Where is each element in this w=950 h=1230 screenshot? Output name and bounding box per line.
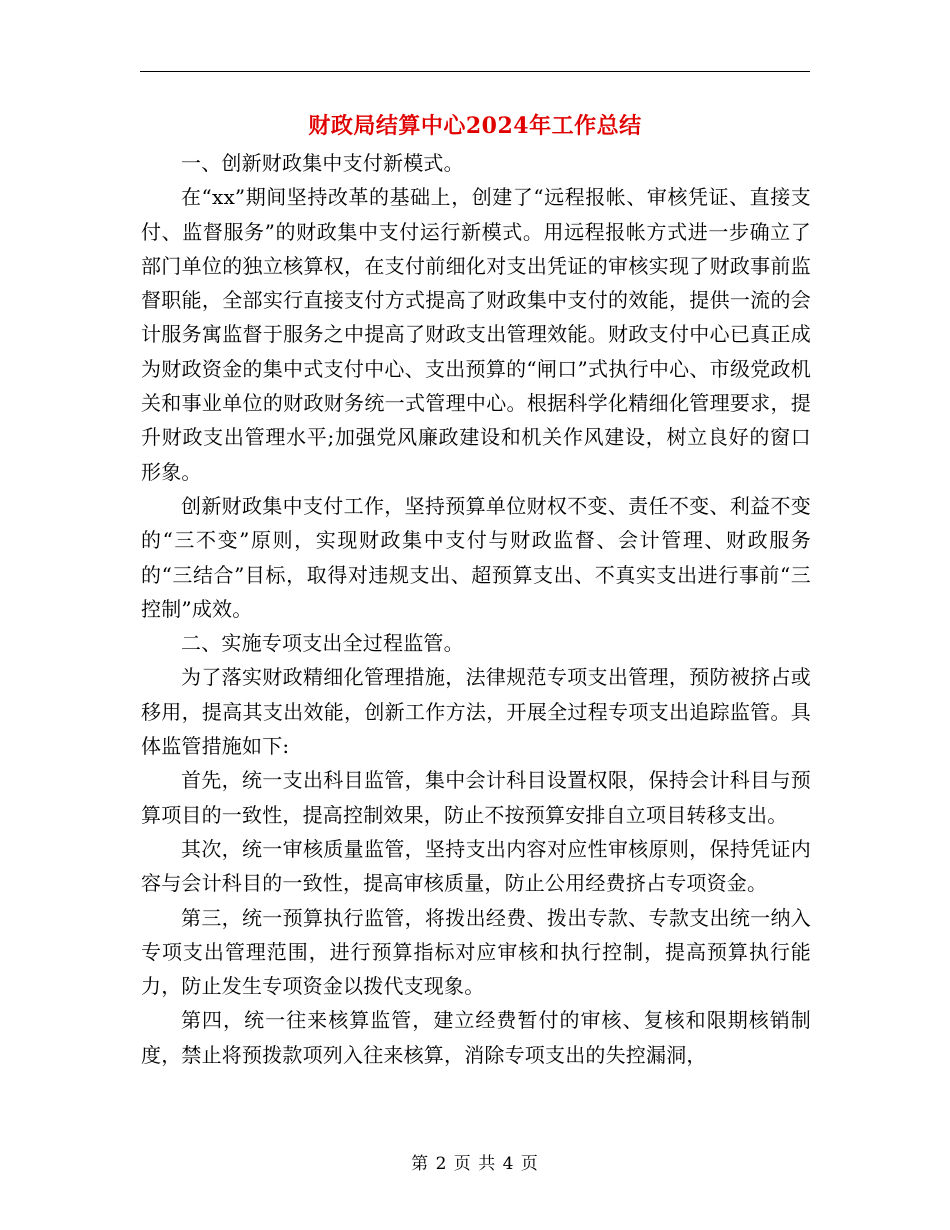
paragraph: 其次，统一审核质量监管，坚持支出内容对应性审核原则，保持凭证内容与会计科目的一致性，提高审核质量，防止公用经费挤占专项资金。 bbox=[141, 836, 811, 896]
paragraph: 第三，统一预算执行监管，将拨出经费、拨出专款、专款支出统一纳入专项支出管理范围，进行预算指标对应审核和执行控制，提高预算执行能力，防止发生专项资金以拨代支现象。 bbox=[141, 905, 811, 999]
paragraph: 创新财政集中支付工作，坚持预算单位财权不变、责任不变、利益不变的“三不变”原则，实现财政集中支付与财政监督、会计管理、财政服务的“三结合”目标，取得对违规支出、超预算支出、不真实支出进行事前“三控制”成效。 bbox=[141, 493, 811, 621]
paragraph: 在“xx”期间坚持改革的基础上，创建了“远程报帐、审核凭证、直接支付、监督服务”的财政集中支付运行新模式。用远程报帐方式进一步确立了部门单位的独立核算权，在支付前细化对支出凭证的审核实现了财政事前监督职能，全部实行直接支付方式提高了财政集中支付的效能，提供一流的会计服务寓监督于服务之中提高了财政支出管理效能。财政支付中心已真正成为财政资金的集中式支付中心、支出预算的“闸口”式执行中心、市级党政机关和事业单位的财政财务统一式管理中心。根据科学化精细化管理要求，提升财政支出管理水平;加强党风廉政建设和机关作风建设，树立良好的窗口形象。 bbox=[141, 185, 811, 484]
section-heading-1: 一、创新财政集中支付新模式。 bbox=[181, 151, 464, 175]
paragraph: 首先，统一支出科目监管，集中会计科目设置权限，保持会计科目与预算项目的一致性，提高控制效果，防止不按预算安排自立项目转移支出。 bbox=[141, 768, 811, 827]
paragraph: 为了落实财政精细化管理措施，法律规范专项支出管理，预防被挤占或移用，提高其支出效能，创新工作方法，开展全过程专项支出追踪监管。具体监管措施如下: bbox=[141, 665, 811, 759]
page-footer: 第 2 页 共 4 页 bbox=[411, 1154, 539, 1174]
document-body bbox=[141, 146, 811, 1072]
paragraph: 第四，统一往来核算监管，建立经费暂付的审核、复核和限期核销制度，禁止将预拨款项列入往来核算，消除专项支出的失控漏洞， bbox=[141, 1008, 811, 1067]
header-rule bbox=[140, 71, 810, 72]
section-heading-2: 二、实施专项支出全过程监管。 bbox=[181, 631, 464, 656]
document-title: 财政局结算中心2024年工作总结 bbox=[308, 113, 642, 139]
